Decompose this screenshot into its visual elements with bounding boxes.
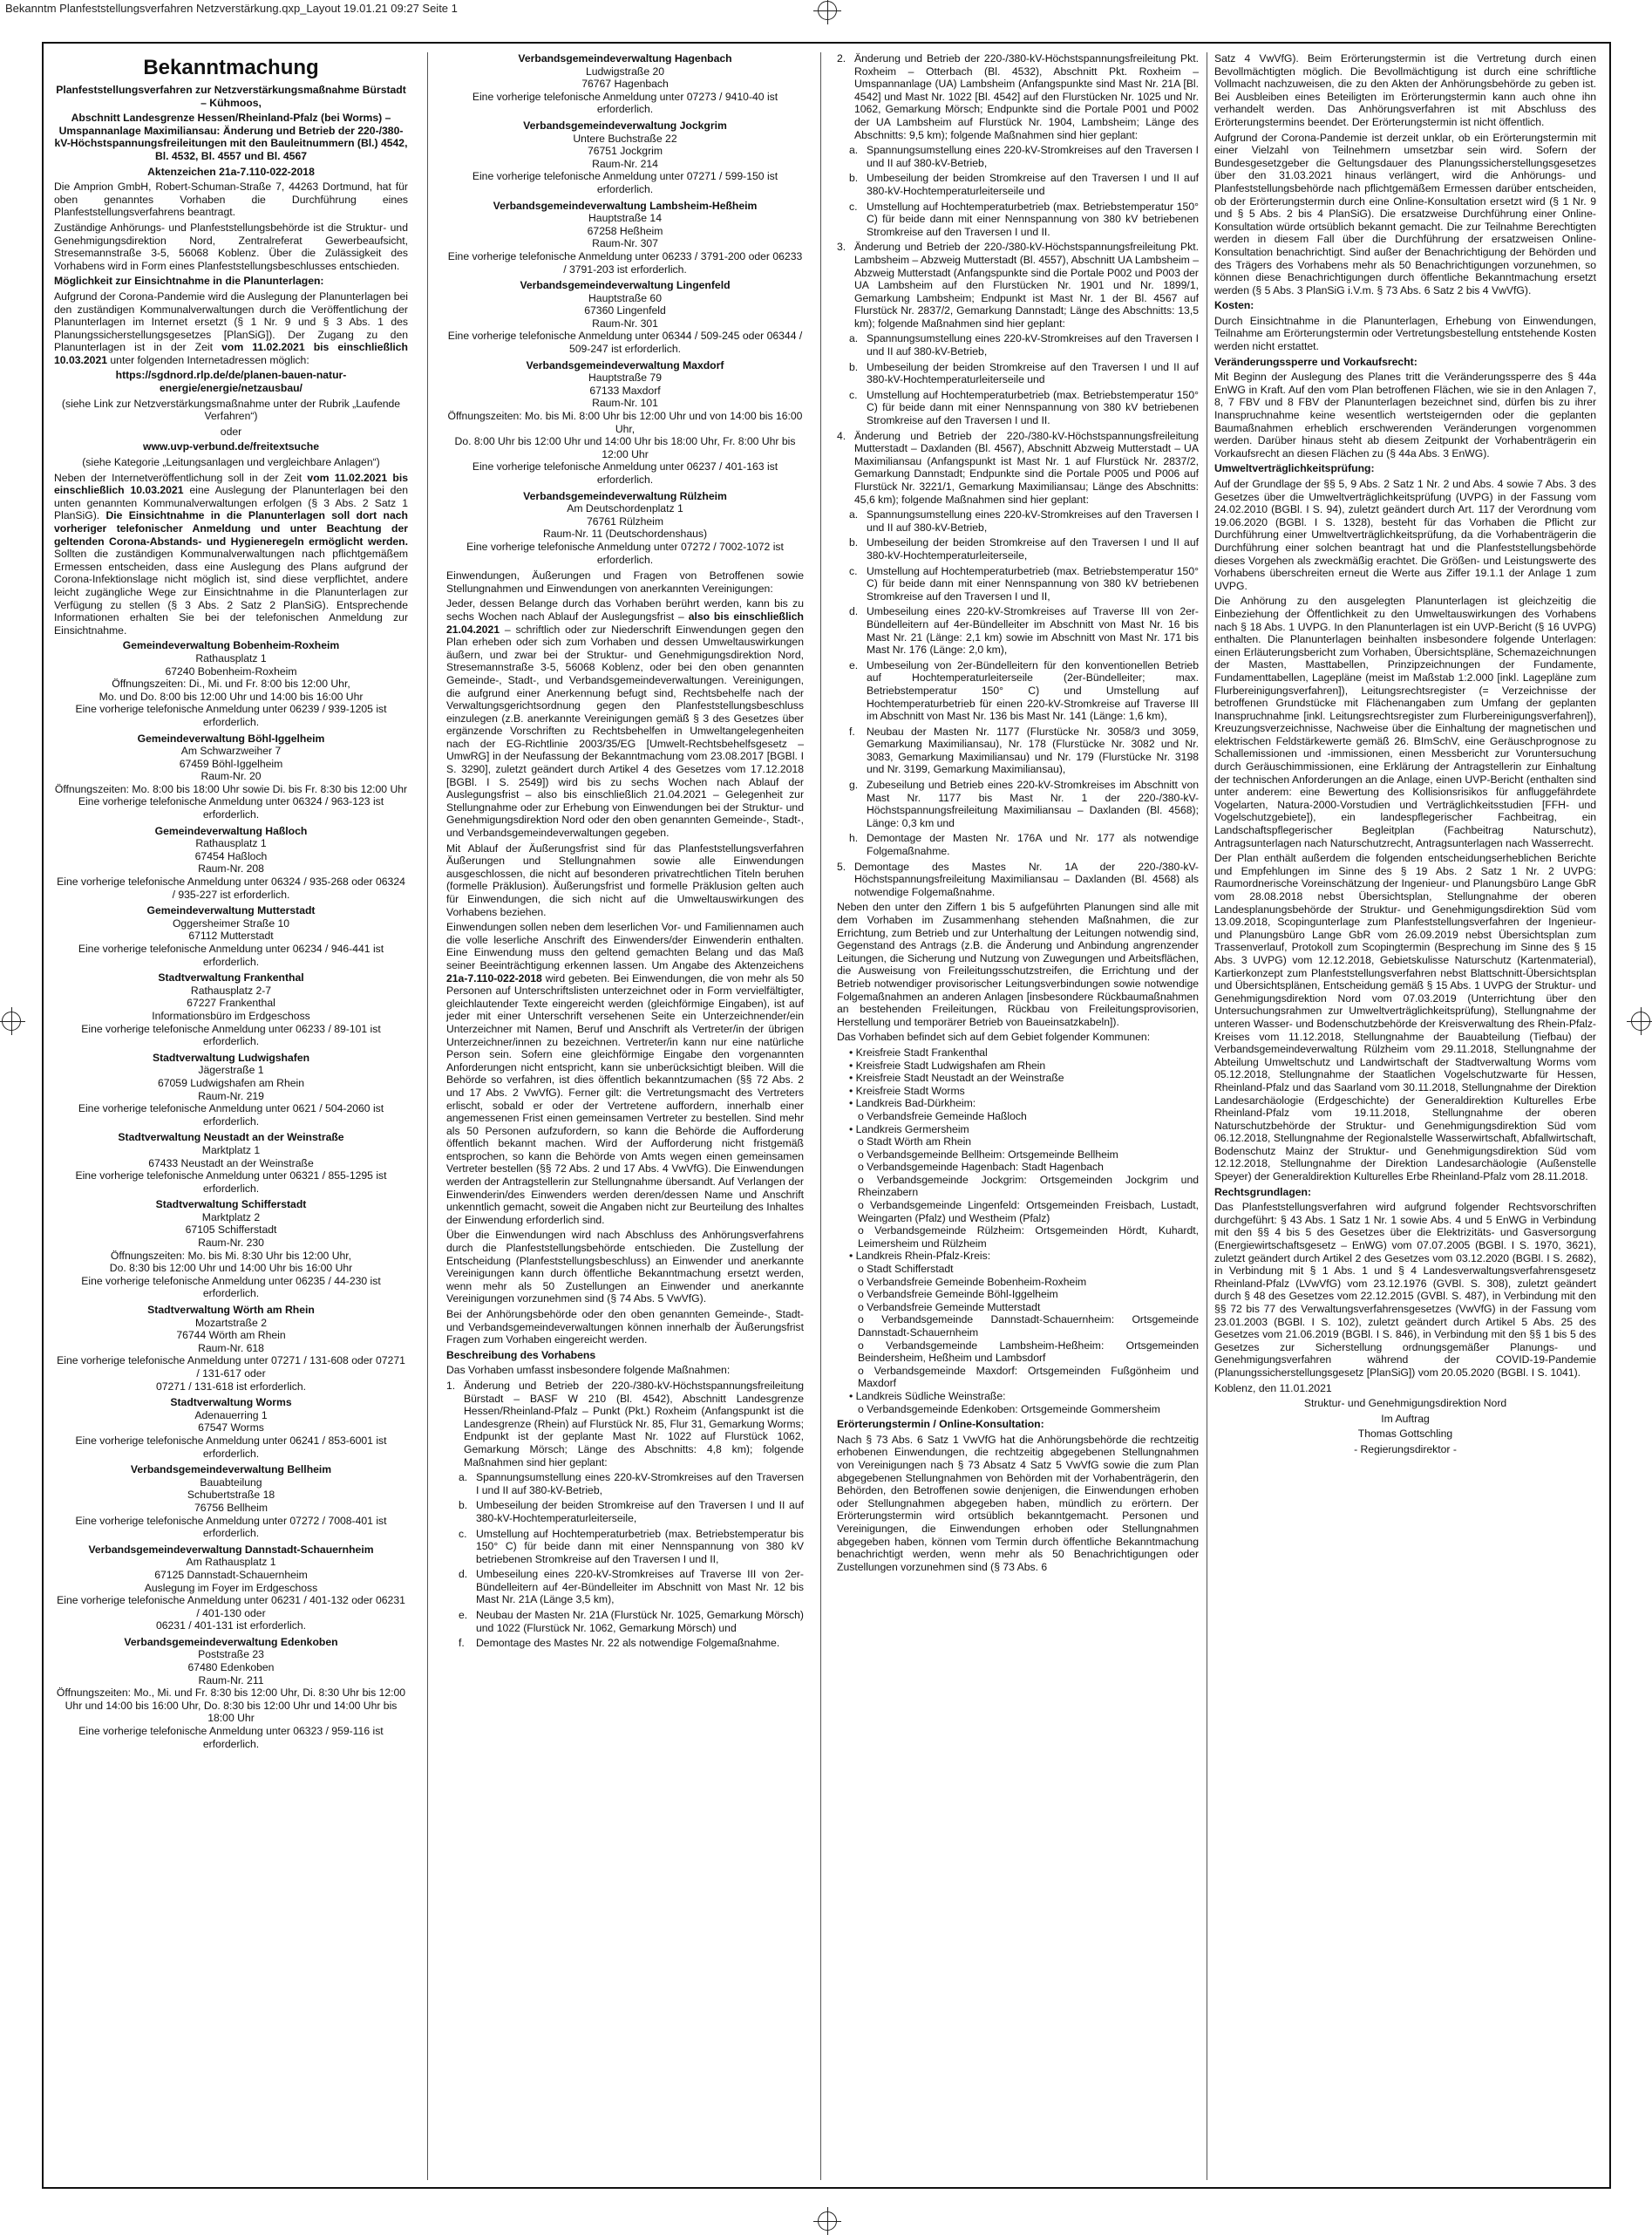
office-detail: Eine vorherige telefonische Anmeldung unter 06324 / 963-123 ist erforderlich. (78, 795, 384, 821)
subitem-text: Umbeseilung der beiden Stromkreise auf den Traversen I und II auf 380-kV-Hochtemperaturleiterseile, (867, 536, 1199, 562)
office-detail: 67240 Bobenheim-Roxheim (165, 664, 297, 678)
aktenzeichen: Aktenzeichen 21a-7.110-022-2018 (147, 165, 315, 178)
office-detail: Do. 8:30 bis 12:00 Uhr und 14:00 Uhr bis 16:00 Uhr (109, 1262, 353, 1275)
subitem-text: Umbeseilung eines 220-kV-Stromkreises auf Traverse III von 2er-Bündelleitern auf 4er-Bündelleiter im Abschnitt von Mast Nr. 16 bis Mast Nr. 21 (Länge: 2,1 km) sowie im Abschnitt von Mast Nr. 171 bis Mast Nr. 176 (Länge: 2,0 km), (867, 605, 1199, 657)
paragraph: Mit Beginn der Auslegung des Planes tritt die Veränderungssperre des § 44a EnWG in Kraft. Auf den vom Plan betroffenen Flächen, wie sie in den Anlagen 7, 8, 7 FBV und 8 FBV der Planunterlagen bezeichnet sind, dürfen bis zu ihrer Inanspruchnahme keine wesentlich wertsteigernden oder die geplanten Baumaßnahmen erheblich erschwerenden Veränderungen vorgenommen werden. Darüber hinaus steht ab diesem Zeitpunkt der Vorhabenträgerin ein Vorkaufsrecht an diesen Flächen zu (§ 44a Abs. 3 EnWG). (1214, 371, 1596, 460)
paragraph: Das Vorhaben umfasst insbesondere folgende Maßnahmen: (446, 1364, 731, 1377)
subitem-text: Umbeseilung der beiden Stromkreise auf den Traversen I und II auf 380-kV-Hochtemperaturleiterseile und (867, 360, 1199, 386)
subitem-letter: c. (849, 200, 858, 213)
municipality-item: o Verbandsgemeinde Dannstadt-Schauernheim: Ortsgemeinde Dannstadt-Schauernheim (858, 1313, 1199, 1339)
office-detail: Eine vorherige telefonische Anmeldung unter 06234 / 946-441 ist erforderlich. (78, 943, 384, 968)
office-block (54, 1131, 408, 1195)
subitem-letter: e. (849, 658, 859, 671)
office-detail: Hauptstraße 79 (588, 371, 662, 385)
office-detail: 67360 Lingenfeld (584, 304, 666, 317)
paragraph: Über die Einwendungen wird nach Abschluss des Anhörungsverfahrens durch die Planfeststellungsbehörde entschieden. Die Zustellung der Entscheidung (Planfeststellungsbeschluss) an Einwender und anerkannte Vereinigungen kann durch öffentliche Bekanntmachung ersetzt werden, wenn mehr als 50 Zustellungen an Einwender und anerkannte Vereinigungen vorzunehmen sind (§ 74 Abs. 5 VwVfG). (446, 1229, 804, 1305)
office-detail: Ludwigstraße 20 (585, 65, 665, 78)
subitem-letter: a. (849, 144, 859, 157)
municipality-item: o Verbandsgemeinde Lingenfeld: Ortsgemeinden Freisbach, Lustadt, Weingarten (Pfalz) und Westheim (Pfalz) (858, 1199, 1199, 1224)
office-name: Gemeindeverwaltung Mutterstadt (146, 904, 316, 917)
office-detail: 76756 Bellheim (194, 1501, 268, 1514)
office-detail: Hauptstraße 60 (588, 291, 662, 304)
subitem-text: Umstellung auf Hochtemperaturbetrieb (max. Betriebstemperatur bis 150° C) für beide dann mit einer Nennspannung von 380 kV betriebenen Stromkreise auf den Traversen I und II, (476, 1527, 804, 1565)
office-name: Gemeindeverwaltung Böhl-Iggelheim (137, 732, 325, 745)
section-heading: Kosten: (1214, 299, 1254, 312)
subitem-text: Neubau der Masten Nr. 21A (Flurstück Nr. 1025, Gemarkung Mörsch) und 1022 (Flurstück Nr. 1062, Gemarkung Mörsch) und (476, 1609, 804, 1634)
office-list (54, 639, 408, 1750)
office-detail: Eine vorherige telefonische Anmeldung unter 07272 / 7002-1072 ist erforderlich. (466, 540, 784, 566)
subitem-text: Zubeseilung und Betrieb eines 220-kV-Stromkreises im Abschnitt von Mast Nr. 1177 bis Mast Nr. 1 der 220-/380-kV-Höchstspannungsfreileitung Maximiliansau – Daxlanden (Bl. 4568); Länge: 0,3 km und (867, 779, 1199, 829)
paragraph: Aufgrund der Corona-Pandemie ist derzeit unklar, ob ein Erörterungstermin mit einer Vielzahl von Teilnehmern umsetzbar sein wird. Sofern der Bundesgesetzgeber die Geltungsdauer des Planungssicherstellungsgesetzes über den 31.03.2021 hinaus verlängert, wird die Anhörungs- und Planfeststellungsbehörde nach pflichtgemäßem Ermessen darüber entscheiden, ob der Erörterungstermin durch eine Online-Konsultation ersetzt wird (§ 1 Nr. 9 und § 5 Abs. 2 bis 4 PlanSiG). Die ersatzweise Durchführung einer Online-Konsultation würde ortsüblich bekannt gemacht. Die zur Teilnahme Berechtigten werden in diesem Fall über die Durchführung der ersatzweisen Online-Konsultation benachrichtigt. Sind außer der Benachrichtigung der Behörden und des Trägers des Vorhabens mehr als 50 Benachrichtigungen vorzunehmen, so können diese Benachrichtigungen durch öffentliche Bekanntmachung ersetzt werden (§ 5 Abs. 3 PlanSiG i.V.m. § 73 Abs. 6 Satz 2 bis 4 VwVfG). (1214, 131, 1596, 296)
office-detail: Rathausplatz 1 (195, 651, 267, 664)
office-name: Verbandsgemeindeverwaltung Dannstadt-Schauernheim (88, 1543, 374, 1556)
office-detail: Mozartstraße 2 (195, 1316, 267, 1329)
office-detail: Rathausplatz 1 (195, 837, 267, 850)
signature-name: Thomas Gottschling (1357, 1428, 1453, 1441)
subitem-text: Umbeseilung der beiden Stromkreise auf den Traversen I und II auf 380-kV-Hochtemperaturleiterseile und (867, 172, 1199, 197)
paragraph: Zuständige Anhörungs- und Planfeststellungsbehörde ist die Struktur- und Genehmigungsdirektion Nord, Zentralreferat Gewerbeaufsicht, Stresemannstraße 3-5, 56068 Koblenz. Über die Zulässigkeit des Vorhabens wird in Form eines Planfeststellungsbeschlusses entschieden. (54, 221, 408, 272)
office-name: Verbandsgemeindeverwaltung Rülzheim (523, 489, 727, 502)
section-heading: Veränderungssperre und Vorkaufsrecht: (1214, 355, 1417, 368)
office-name: Verbandsgemeindeverwaltung Maxdorf (526, 358, 724, 371)
column-divider (820, 52, 821, 2180)
subitem-text: Spannungsumstellung eines 220-kV-Stromkreises auf den Traversen I und II auf 380-kV-Betrieb, (476, 1471, 804, 1496)
office-name: Verbandsgemeindeverwaltung Lingenfeld (520, 279, 731, 292)
paragraph: Aufgrund der Corona-Pandemie wird die Auslegung der Planunterlagen bei den zuständigen Kommunalverwaltungen durch die Veröffentlichung der Planunterlagen im Internet ersetzt (§ 1 Nr. 9 und § 3 Abs. 1 des Planungssicherstellungsgesetzes [PlanSiG]). Der Zugang zu den Planunterlagen ist in der Zeit vom 11.02.2021 bis einschließlich 10.03.2021 unter folgenden Internetadressen möglich: (54, 290, 409, 366)
subitem-letter: a. (459, 1471, 468, 1484)
measure-subitems (837, 508, 1199, 857)
signature-title: - Regierungsdirektor - (1354, 1442, 1457, 1455)
subitem-letter: b. (849, 172, 859, 185)
subitem-letter: c. (849, 388, 858, 401)
office-detail: Oggersheimer Straße 10 (172, 916, 290, 930)
office-detail: Schubertstraße 18 (187, 1489, 275, 1502)
office-detail: Am Deutschordenplatz 1 (567, 502, 683, 515)
subitem-text: Spannungsumstellung eines 220-kV-Stromkreises auf den Traversen I und II auf 380-kV-Betrieb, (867, 332, 1199, 358)
municipality-item: • Kreisfreie Stadt Frankenthal (849, 1046, 988, 1059)
subitem-text: Neubau der Masten Nr. 1177 (Flurstücke Nr. 3058/3 und 3059, Gemarkung Maximiliansau), Nr. 178 (Flurstücke Nr. 3082 und Nr. 3083, Gemarkung Maximiliansau) und Nr. 179 (Flurstücke Nr. 3198 und Nr. 3199, Gemarkung Maximiliansau), (867, 725, 1199, 776)
office-detail: Untere Buchstraße 22 (573, 132, 677, 145)
measure-subitem (849, 605, 1199, 656)
subitem-letter: a. (849, 508, 859, 521)
office-detail: 76767 Hagenbach (581, 78, 669, 91)
registration-mark-icon (818, 1, 837, 20)
column-1 (54, 52, 408, 1754)
office-detail: Raum-Nr. 301 (592, 317, 658, 330)
office-detail: Raum-Nr. 219 (198, 1089, 264, 1102)
office-name: Verbandsgemeindeverwaltung Jockgrim (523, 119, 727, 132)
subitem-text: Spannungsumstellung eines 220-kV-Stromkreises auf den Traversen I und II auf 380-kV-Betrieb, (867, 508, 1199, 534)
paragraph: Mit Ablauf der Äußerungsfrist sind für das Planfeststellungsverfahren Äußerungen und Stellungnahmen sowie alle Einwendungen ausgeschlossen, die nicht auf besonderen privatrechtlichen Titeln beruhen (formelle Präklusion). Äußerungsfrist und formelle Präklusion gelten auch für Einwendungen, die sich nicht auf die Umweltauswirkungen des Vorhabens beziehen. (446, 842, 804, 918)
office-block (446, 490, 804, 567)
municipality-item: • Kreisfreie Stadt Worms (849, 1084, 965, 1097)
office-detail: Adenauerring 1 (194, 1408, 268, 1421)
office-detail: Eine vorherige telefonische Anmeldung unter 06321 / 855-1295 ist erforderlich. (75, 1169, 387, 1195)
subitem-letter: c. (459, 1527, 467, 1540)
office-detail: Rathausplatz 2-7 (190, 984, 272, 997)
subitem-letter: a. (849, 332, 859, 345)
office-detail: Mo. und Do. 8:00 bis 12:00 Uhr und 14:00 bis 16:00 Uhr (99, 690, 364, 703)
office-detail: Raum-Nr. 211 (198, 1673, 264, 1686)
office-detail: Eine vorherige telefonische Anmeldung unter 06233 / 3791-200 oder 06233 / 3791-203 ist erforderlich. (447, 249, 803, 276)
registration-mark-icon (2, 1012, 21, 1031)
subitem-letter: e. (459, 1609, 468, 1622)
office-detail: 67112 Mutterstadt (188, 930, 274, 943)
measure-subitems (837, 332, 1199, 426)
or-text: oder (220, 425, 242, 438)
office-detail: 67433 Neustadt an der Weinstraße (148, 1156, 314, 1169)
office-block (54, 1543, 408, 1632)
municipality-item: o Stadt Schifferstadt (858, 1263, 954, 1276)
office-detail: 67480 Edenkoben (187, 1661, 275, 1674)
office-detail: Raum-Nr. 618 (198, 1341, 264, 1354)
subitem-text: Umbeseilung der beiden Stromkreise auf den Traversen I und II auf 380-kV-Hochtemperaturleiterseile, (476, 1499, 804, 1524)
office-name: Gemeindeverwaltung Bobenheim-Roxheim (122, 639, 340, 652)
office-detail: 07271 / 131-618 ist erforderlich. (155, 1380, 307, 1393)
municipality-item: o Verbandsfreie Gemeinde Böhl-Iggelheim (858, 1288, 1058, 1301)
measure-subitem (849, 536, 1199, 562)
office-detail: Raum-Nr. 230 (198, 1237, 264, 1250)
layout-slug: Bekanntm Planfeststellungsverfahren Netzverstärkung.qxp_Layout 19.01.21 09:27 Seite 1 (5, 2, 458, 15)
office-detail: Eine vorherige telefonische Anmeldung unter 07271 / 131-608 oder 07271 / 131-617 oder (57, 1354, 405, 1380)
measure-item: 3. Änderung und Betrieb der 220-/380-kV-Höchstspannungsfreileitung Pkt. Lambsheim – Abzweig Mutterstadt (Bl. 4557), Abschnitt UA Lambsheim – Abzweig Mutterstadt (Anfangspunkte sind die Portale P002 und P003 der UA Lambsheim auf den Flurstücken Nr. 1901 und Nr. 1899/1, Gemarkung Lambsheim; Endpunkt ist Mast Nr. 1 der Bl. 4567 auf Flurstück Nr. 2837/2, Gemarkung Dannstadt; Länge des Abschnitts: 13,5 km); folgende Maßnahmen sind hier geplant: (837, 241, 1199, 330)
subitem-letter: h. (849, 832, 859, 845)
office-detail: Raum-Nr. 307 (592, 237, 658, 250)
registration-mark-icon (818, 2211, 837, 2231)
office-detail: Raum-Nr. 20 (201, 770, 262, 783)
subitem-text: Demontage des Mastes Nr. 22 als notwendige Folgemaßnahme. (476, 1637, 780, 1650)
office-detail: Raum-Nr. 11 (Deutschordenshaus) (542, 528, 708, 541)
municipality-item: • Landkreis Bad-Dürkheim: (849, 1097, 976, 1110)
paragraph: Einwendungen sollen neben dem leserlichen Vor- und Familiennamen auch die volle leserliche Anschrift des Einwenders/der Einwenderin enthalten. Eine Einwendung muss den geltend gemachten Belang und das Maß seiner Beeinträchtigung erkennen lassen. Um Angabe des Aktenzeichens 21a-7.110-022-2018 wird gebeten. Bei Einwendungen, die von mehr als 50 Personen auf Unterschriftslisten unterzeichnet oder in Form vervielfältigter, gleichlautender Texte eingereicht werden (gleichförmige Eingaben), ist auf jeder mit einer Unterschrift versehenen Seite ein Unterzeichnender/ein Unterzeichner mit Namen, Beruf und Anschrift als Vertreter/in der übrigen Unterzeichner/innen zu bezeichnen. Vertreter/in kann nur eine natürliche Person sein. Sofern eine gleichförmige Eingabe den vorgenannten Anforderungen nicht entspricht, kann sie unberücksichtigt bleiben. Will die Behörde so verfahren, ist dies öffentlich bekanntzumachen (§§ 72 Abs. 2 und 17 Abs. 2 VwVfG). Ferner gilt: die Vertretungsmacht des Vertreters erlischt, sobald er oder der Vertretene auffordern, innerhalb einer angemessenen Frist einen gemeinsamen Vertreter zu bestellen. Sind mehr als 50 Personen aufzufordern, so kann die Behörde die Aufforderung öffentlich bekannt machen. Wird der Aufforderung nicht fristgemäß entsprochen, so kann die Behörde von Amts wegen einen gemeinsamen Vertreter bestellen (§§ 72 Abs. 2 und 17 Abs. 4 VwVfG). Die Einwendungen werden der Antragstellerin zur Stellungnahme übersandt. Auf Verlangen der Einwenderin/des Einwenders werden deren/dessen Name und Anschrift unkenntlich gemacht, soweit die Angaben nicht zur Beurteilung des Inhaltes der Einwendung erforderlich sind. (446, 921, 804, 1226)
section-heading: Beschreibung des Vorhabens (446, 1348, 596, 1361)
measure-subitem (849, 389, 1199, 427)
office-detail: Öffnungszeiten: Mo. 8:00 bis 18:00 Uhr sowie Di. bis Fr. 8:30 bis 12:00 Uhr (54, 782, 408, 795)
municipality-item: o Verbandsgemeinde Jockgrim: Ortsgemeinden Jockgrim und Rheinzabern (858, 1173, 1199, 1199)
office-detail: Raum-Nr. 214 (592, 157, 658, 170)
office-detail: Eine vorherige telefonische Anmeldung unter 07273 / 9410-40 ist erforderlich. (472, 90, 778, 116)
measure-subitem (849, 726, 1199, 776)
office-block (54, 1396, 408, 1460)
office-detail: 76761 Rülzheim (586, 514, 664, 528)
municipality-list (849, 1046, 1199, 1415)
signature-authority: Struktur- und Genehmigungsdirektion Nord (1303, 1397, 1507, 1410)
measure-subitem (459, 1637, 804, 1650)
municipality-item: • Kreisfreie Stadt Ludwigshafen am Rhein (849, 1059, 1046, 1072)
office-block (54, 1198, 408, 1300)
office-detail: Eine vorherige telefonische Anmeldung unter 06323 / 959-116 ist erforderlich. (78, 1725, 384, 1750)
office-block (54, 1636, 408, 1750)
office-block (54, 1463, 408, 1540)
office-detail: Marktplatz 1 (201, 1143, 261, 1156)
municipality-item: o Verbandsgemeinde Rülzheim: Ortsgemeinden Hördt, Kuhardt, Leimersheim und Rülzheim (858, 1224, 1199, 1250)
measure-subitem (459, 1609, 804, 1634)
office-block (446, 279, 804, 356)
measure-subitems (837, 144, 1199, 238)
office-detail: 67459 Böhl-Iggelheim (179, 757, 283, 770)
office-name: Stadtverwaltung Schifferstadt (155, 1198, 307, 1211)
measure-item: 4. Änderung und Betrieb der 220-/380-kV-Höchstspannungsfreileitung Mutterstadt – Daxlanden (Bl. 4567), Abschnitt Abzweig Mutterstadt – UA Maximiliansau (Anfangspunkt ist Mast Nr. 1 auf Flurstück Nr. 2837/2, Gemarkung Dannstadt; Endpunkte sind die Portale P005 und P006 auf Flurstück Nr. 3221/1, Gemarkung Maximiliansau; Länge des Abschnitts: 45,6 km); folgende Maßnahmen sind hier geplant: (837, 429, 1199, 506)
notice-subtitle-2: Abschnitt Landesgrenze Hessen/Rheinland-Pfalz (bei Worms) – Umspannanlage Maximiliansau: Änderung und Betrieb der 220-/380-kV-Höchstspannungsfreileitungen mit den Bauleitnummern (Bl.) 4542, Bl. 4532, Bl. 4557 und Bl. 4567 (54, 112, 408, 162)
office-detail: 67125 Dannstadt-Schauernheim (154, 1568, 308, 1581)
paragraph: Einwendungen, Äußerungen und Fragen von Betroffenen sowie Stellungnahmen und Einwendungen von anerkannten Vereinigungen: (446, 569, 804, 595)
column-2 (446, 52, 804, 1652)
measure-subitem (849, 565, 1199, 603)
office-detail: Jägerstraße 1 (198, 1064, 264, 1077)
measure-subitem (849, 361, 1199, 386)
municipality-item: o Verbandsgemeinde Lambsheim-Heßheim: Ortsgemeinden Beindersheim, Heßheim und Lambsdorf (858, 1339, 1199, 1365)
office-detail: 76744 Wörth am Rhein (176, 1329, 286, 1342)
measure-item: 2. Änderung und Betrieb der 220-/380-kV-Höchstspannungsfreileitung Pkt. Roxheim – Otterbach (Bl. 4532), Abschnitt Pkt. Roxheim – Umspannanlage (UA) Lambsheim (Anfangspunkte sind Mast Nr. 21A [Bl. 4542] und Mast Nr. 1022 [Bl. 4542] auf den Flurstücken Nr. 1025 und Nr. 1062, Gemarkung Mörsch; Endpunkte sind die Portale P001 und P002 der UA Lambsheim auf Flurstück Nr. 1904, Lambsheim; Länge des Abschnitts: 9,5 km); folgende Maßnahmen sind hier geplant: (837, 52, 1199, 141)
office-block (446, 119, 804, 196)
office-name: Verbandsgemeindeverwaltung Edenkoben (124, 1635, 338, 1648)
paragraph: Auf der Grundlage der §§ 5, 9 Abs. 2 Satz 1 Nr. 2 und Abs. 4 sowie 7 Abs. 3 des Gesetzes über die Umweltverträglichkeitsprüfung (UVPG) in der Fassung vom 24.02.2010 (BGBl. I S. 94), zuletzt geändert durch Art. 117 der Verordnung vom 19.06.2020 (BGBl. I S. 1328), besteht für das Vorhaben die Pflicht zur Durchführung einer Umweltverträglichkeitsprüfung, da die Vorhabenträgerin die Durchführung einer solchen beantragt hat und die Planfeststellungsbehörde dieses Vorgehen als zweckmäßig erachtet. Die Größen- und Leistungswerte des Vorhabens überschreiten erneut die Werte aus Ziffer 19.1.1 der Anlage 1 zum UVPG. (1214, 478, 1596, 592)
measure-subitem (849, 201, 1199, 239)
subitem-text: Umbeseilung von 2er-Bündelleitern für den konventionellen Betrieb auf Hochtemperaturleiterseile (2er-Bündelleiter; max. Betriebstemperatur 150° C) und Umstellung auf Hochtemperaturbetrieb für einen 220-kV-Stromkreise auf Traverse III im Abschnitt von Mast Nr. 136 bis Mast Nr. 141 (Länge: 1,6 km), (867, 658, 1199, 723)
municipality-item: • Landkreis Rhein-Pfalz-Kreis: (849, 1250, 991, 1263)
office-block (54, 904, 408, 968)
office-detail: 67227 Frankenthal (187, 997, 275, 1010)
municipality-item: • Landkreis Germersheim (849, 1122, 969, 1135)
column-3 (837, 52, 1199, 1576)
office-detail: Öffnungszeiten: Mo., Mi. und Fr. 8:30 bis 12:00 Uhr, Di. 8:30 Uhr bis 12:00 Uhr und 14:00 bis 16:00 Uhr, Do. 8:30 bis 12:00 Uhr und 14:00 Uhr bis 18:00 Uhr (56, 1686, 406, 1725)
paragraph: Neben den unter den Ziffern 1 bis 5 aufgeführten Planungen sind alle mit dem Vorhaben im Zusammenhang stehenden Maßnahmen, die zur Errichtung, zum Betrieb und zur Unterhaltung der Leitungen notwendig sind, Gegenstand des Antrags (z.B. die Änderung und Anbindung angrenzender Leitungen, die Sicherung und Nutzung von Zuwegungen und Arbeitsflächen, die Ausweisung von Freileitungsschutzstreifen, die Errichtung und der Betrieb notwendiger provisorischer Leitungsverbindungen sowie notwendige Folgemaßnahmen an anderen Anlagen [insbesondere Rückbaumaßnahmen an bestehenden Freileitungen, Rückbau von Freileitungsprovisorien, Herstellung und temporärer Betrieb von Baueinsatzkabeln]). (837, 901, 1199, 1028)
office-name: Verbandsgemeindeverwaltung Lambsheim-Heßheim (493, 199, 758, 212)
office-detail: Eine vorherige telefonische Anmeldung unter 06231 / 401-132 oder 06231 / 401-130 oder (57, 1594, 405, 1619)
section-heading: Möglichkeit zur Einsichtnahme in die Planunterlagen: (54, 275, 324, 288)
office-detail: Marktplatz 2 (201, 1210, 261, 1223)
office-name: Stadtverwaltung Wörth am Rhein (147, 1304, 315, 1317)
municipality-item: o Verbandsfreie Gemeinde Mutterstadt (858, 1300, 1041, 1313)
subitem-text: Umstellung auf Hochtemperaturbetrieb (max. Betriebstemperatur 150° C) für beide dann mit einer Nennspannung von 380 kV betriebenen Stromkreise auf den Traversen I und II. (867, 388, 1199, 427)
office-detail: 76751 Jockgrim (587, 145, 663, 158)
measure-subitem (849, 144, 1199, 169)
office-detail: Raum-Nr. 101 (592, 397, 658, 410)
office-block (54, 1052, 408, 1128)
measure-subitem (849, 508, 1199, 534)
office-detail: Eine vorherige telefonische Anmeldung unter 06237 / 401-163 ist erforderlich. (472, 460, 778, 486)
paragraph: Das Planfeststellungsverfahren wird aufgrund folgender Rechtsvorschriften durchgeführt: § 43 Abs. 1 Satz 1 Nr. 1 sowie Abs. 4 und 5 EnWG in Verbindung mit den §§ 4 bis 5 des Gesetzes über die Elektrizitäts- und Gasversorgung (Energiewirtschaftsgesetz – EnWG) vom 07.07.2005 (BGBl. I S. 1970, 3621), zuletzt geändert durch Artikel 2 des Gesetzes vom 03.12.2020 (BGBl. I S. 2682), in Verbindung mit § 1 Abs. 1 und § 4 Landesverwaltungsverfahrensgesetz Rheinland-Pfalz (LVwVfG) vom 23.12.1976 (GVBl. S. 308), zuletzt geändert durch § 48 des Gesetzes vom 22.12.2015 (GVBl. S. 487), in Verbindung mit den §§ 72 bis 77 des Verwaltungsverfahrensgesetzes (VwVfG) in der Fassung vom 23.01.2003 (BGBl. I S. 102), zuletzt geändert durch Artikel 5 Abs. 25 des Gesetzes vom 21.06.2019 (BGBl. I S. 846), in Verbindung mit den §§ 1 bis 5 des Gesetzes zur Sicherstellung ordnungsgemäßer Planungs- und Genehmigungsverfahren während der COVID-19-Pandemie (Planungssicherstellungsgesetz [PlanSiG]) vom 20.05.2020 (BGBl. I S. 1041). (1214, 1201, 1596, 1379)
measure-subitem (849, 779, 1199, 829)
office-detail: 67258 Heßheim (587, 224, 663, 237)
office-detail: 06231 / 401-131 ist erforderlich. (155, 1619, 307, 1632)
office-detail: Bauabteilung (200, 1475, 262, 1489)
measure-subitem (849, 172, 1199, 197)
office-name: Stadtverwaltung Frankenthal (158, 971, 304, 985)
municipality-item: o Stadt Wörth am Rhein (858, 1135, 972, 1148)
measure-subitem (459, 1471, 804, 1496)
office-block (54, 825, 408, 902)
municipality-item: o Verbandsgemeinde Edenkoben: Ortsgemeinde Gommersheim (858, 1402, 1160, 1415)
office-detail: Eine vorherige telefonische Anmeldung unter 06239 / 939-1205 ist erforderlich. (75, 703, 387, 728)
office-detail: Eine vorherige telefonische Anmeldung unter 06344 / 509-245 oder 06344 / 509-247 ist erforderlich. (447, 330, 803, 356)
subitem-letter: d. (849, 605, 859, 618)
subitem-text: Spannungsumstellung eines 220-kV-Stromkreises auf den Traversen I und II auf 380-kV-Betrieb, (867, 144, 1199, 169)
section-heading: Erörterungstermin / Online-Konsultation: (837, 1418, 1044, 1431)
subitem-text: Umstellung auf Hochtemperaturbetrieb (max. Betriebstemperatur 150° C) für beide dann mit einer Nennspannung von 380 kV betriebenen Stromkreise auf den Traversen I und II, (867, 564, 1199, 603)
subitem-letter: f. (849, 725, 855, 738)
office-list (446, 52, 804, 566)
municipality-item: o Verbandsgemeinde Hagenbach: Stadt Hagenbach (858, 1161, 1104, 1174)
measure-item: 5. Demontage des Mastes Nr. 1A der 220-/380-kV-Höchstspannungsfreileitung Maximiliansau – Daxlanden (Bl. 4568) als notwendige Folgemaßnahme. (837, 860, 1199, 898)
section-heading: Rechtsgrundlagen: (1214, 1185, 1312, 1198)
office-detail: 67454 Haßloch (194, 849, 268, 862)
notice-title: Bekanntmachung (143, 56, 319, 79)
registration-mark-icon (1631, 1012, 1650, 1031)
office-detail: Eine vorherige telefonische Anmeldung unter 06324 / 935-268 oder 06324 / 935-227 ist erforderlich. (57, 876, 405, 901)
municipality-item: o Verbandsfreie Gemeinde Haßloch (858, 1109, 1027, 1122)
column-4 (1214, 52, 1596, 1459)
column-divider (427, 52, 428, 2180)
office-detail: 67059 Ludwigshafen am Rhein (157, 1076, 305, 1089)
office-block (446, 359, 804, 487)
office-detail: Poststraße 23 (198, 1648, 264, 1661)
office-detail: Am Schwarzweiher 7 (180, 745, 282, 758)
paragraph: Die Amprion GmbH, Robert-Schuman-Straße 7, 44263 Dortmund, hat für oben genanntes Vorhaben die Durchführung eines Planfeststellungsverfahrens beantragt. (54, 181, 408, 219)
subitem-letter: f. (459, 1637, 465, 1650)
url-note: (siehe Link zur Netzverstärkungsmaßnahme unter der Rubrik „Laufende Verfahren“) (61, 397, 401, 423)
measure-item: 1. Änderung und Betrieb der 220-/380-kV-Höchstspannungsfreileitung Bürstadt – BASF W 210 (Bl. 4542), Abschnitt Landesgrenze Hessen/Rheinland-Pfalz – Punkt (Pkt.) Roxheim (Anfangspunkt ist die Landesgrenze (Rhein) auf Flurstück Nr. 85, Flur 31, Gemarkung Worms; Endpunkt ist der geplante Mast Nr. 1022 auf Flurstück 1062, Gemarkung Mörsch; Länge des Abschnitts: 4,8 km); folgende Maßnahmen sind hier geplant: (446, 1379, 804, 1468)
subitem-letter: d. (459, 1568, 468, 1581)
office-detail: Öffnungszeiten: Mo. bis Mi. 8:00 Uhr bis 12:00 Uhr und von 14:00 bis 16:00 Uhr, (447, 410, 803, 435)
subitem-text: Umstellung auf Hochtemperaturbetrieb (max. Betriebstemperatur 150° C) für beide dann mit einer Nennspannung von 380 kV betriebenen Stromkreise auf den Traversen I und II. (867, 200, 1199, 238)
office-detail: Eine vorherige telefonische Anmeldung unter 06233 / 89-101 ist erforderlich. (81, 1022, 381, 1048)
office-block (446, 200, 804, 276)
office-detail: Do. 8:00 Uhr bis 12:00 Uhr und 14:00 Uhr bis 18:00 Uhr, Fr. 8:00 Uhr bis 12:00 Uhr (454, 435, 796, 460)
paragraph: Der Plan enthält außerdem die folgenden entscheidungserheblichen Berichte und Empfehlungen im Sinne des § 19 Abs. 2 Satz 1 Nr. 2 UVPG: Raumordnerische Voreinschätzung der Ingenieur- und Planungsbüro Lange GbR vom 28.08.2018 nebst Übersichtsplan, Stellungnahme der oberen Landesplanungsbehörde der Struktur- und Genehmigungsdirektion Süd vom 13.09.2018, Scopingunterlage zum Planfeststellungsverfahren der Ingenieur- und Planungsbüro Lange GbR vom 26.09.2019 nebst Übersichtsplan zum Trassenverlauf, Protokoll zum Scopingtermin (Besprechung im Sinne des § 15 Abs. 3 UVPG) vom 12.12.2018, Gebietskulisse Naturschutz (Kartenmaterial), Kartierkonzept zum Planfeststellungsverfahren nebst Blattschnitt-Übersichtsplan und Übersichtsplänen, Entscheidung gemäß § 15 Abs. 1 UVPG der Struktur- und Genehmigungsdirektion Nord vom 07.03.2019 (Unterrichtung über den Untersuchungsrahmen zur Umweltverträglichkeitsprüfung), Stellungnahme der unteren Wasser- und Bodenschutzbehörde der Kreisverwaltung des Rhein-Pfalz-Kreises vom 11.12.2018, Stellungnahme der Bauabteilung (Tiefbau) der Verbandsgemeindeverwaltung Rülzheim vom 29.11.2018, Stellungnahme der Abteilung Umweltschutz und Landwirtschaft der Stadtverwaltung Worms vom 05.12.2018, Stellungnahme der Staatlichen Vogelschutzwarte für Hessen, Rheinland-Pfalz und das Saarland vom 30.11.2018, Stellungnahme der Direktion Landesarchäologie (Erdgeschichte) der Generaldirektion Kulturelles Erbe Rheinland-Pfalz vom 19.11.2018, Stellungnahme der oberen Naturschutzbehörde der Struktur- und Genehmigungsdirektion Süd vom 06.12.2018, Stellungnahme der Regionalstelle Wasserwirtschaft, Abfallwirtschaft, Bodenschutz Mainz der Struktur- und Genehmigungsdirektion Süd vom 12.12.2018, Stellungnahme der Direktion Landesarchäologie (Außenstelle Speyer) der Generaldirektion Kulturelles Erbe Rheinland-Pfalz vom 28.11.2018. (1214, 852, 1596, 1183)
paragraph: Durch Einsichtnahme in die Planunterlagen, Erhebung von Einwendungen, Teilnahme am Erörterungstermin oder Vertretungsbestellung entstehende Kosten werden nicht erstattet. (1214, 314, 1596, 353)
office-block (54, 1304, 408, 1393)
measure-subitem (459, 1499, 804, 1524)
office-block (54, 971, 408, 1048)
office-detail: Eine vorherige telefonische Anmeldung unter 06241 / 853-6001 ist erforderlich. (75, 1434, 387, 1460)
office-name: Gemeindeverwaltung Haßloch (154, 824, 308, 837)
office-block (54, 733, 408, 821)
paragraph: Die Anhörung zu den ausgelegten Planunterlagen ist gleichzeitig die Einbeziehung der Öffentlichkeit zu den Umweltauswirkungen des Vorhabens nach § 18 Abs. 1 UVPG. In den Planunterlagen ist ein UVP-Bericht (§ 16 UVPG) enthalten. Die Planunterlagen beinhalten insbesondere folgende Unterlagen: einen Erläuterungsbericht zum Vorhaben, Übersichtspläne, Schemazeichnungen der Masten, Masttabellen, Prinzipzeichnungen der Fundamente, Fundamenttabellen, Lagepläne (meist im Maßstab 1:2.000 [inkl. Lagepläne zum Flurbereinigungsverfahren]), Leitungsrechtsregister (= Verzeichnisse der betroffenen Grundstücke mit Flächenangaben zum Umfang der geplanten Inanspruchnahme [inkl. Leitungsrechtsregister zum Flurbereinigungsverfahren]), Kreuzungsverzeichnisse, Nachweise über die Einhaltung der magnetischen und elektrischen Feldstärkewerte gemäß 26. BImSchV, eine Geräuschprognose zu Schallemissionen und -immissionen, einen Messbericht zur Voruntersuchung durch Geräuschimmissionen, eine Erklärung der Antragstellerin zur Einhaltung der technischen Anforderungen an die Anlage, einen UVP-Bericht (enthalten sind unter anderem: eine Bewertung des Kollisionsrisikos für anfluggefährdete Vogelarten, Natura-2000-Vorstudien und Verträglichkeitsstudien [FFH- und Vogelschutzgebiete]), ein landespflegerischer Fachbeitrag, ein Landschaftspflegerischer Begleitplan (Fachbeitrag Naturschutz), Antragsunterlagen nach Naturschutzrecht, Antragsunterlagen nach Wasserrecht. (1214, 595, 1596, 849)
measure-subitem (459, 1568, 804, 1606)
municipality-item: o Verbandsgemeinde Maxdorf: Ortsgemeinden Fußgönheim und Maxdorf (858, 1364, 1199, 1390)
subitem-letter: g. (849, 779, 859, 792)
office-block (54, 639, 408, 728)
office-detail: Eine vorherige telefonische Anmeldung unter 06235 / 44-230 ist erforderlich. (81, 1274, 381, 1300)
office-name: Verbandsgemeindeverwaltung Bellheim (130, 1463, 332, 1476)
measure-subitems (446, 1471, 804, 1650)
office-detail: Eine vorherige telefonische Anmeldung unter 07272 / 7008-401 ist erforderlich. (75, 1514, 387, 1540)
url-link[interactable]: www.uvp-verbund.de/freitextsuche (142, 440, 320, 453)
subitem-letter: b. (849, 360, 859, 373)
notice-subtitle: Planfeststellungsverfahren zur Netzverstärkungsmaßnahme Bürstadt – Kühmoos, (56, 84, 406, 109)
office-detail: 67105 Schifferstadt (185, 1223, 277, 1237)
measure-subitem (459, 1528, 804, 1566)
office-name: Stadtverwaltung Ludwigshafen (152, 1051, 310, 1064)
measure-subitem (849, 659, 1199, 723)
subitem-letter: c. (849, 564, 858, 577)
url-note: (siehe Kategorie „Leitungsanlagen und vergleichbare Anlagen“) (82, 456, 380, 469)
url-link[interactable]: https://sgdnord.rlp.de/de/planen-bauen-natur-energie/energie/netzausbau/ (115, 369, 347, 395)
office-name: Stadtverwaltung Worms (170, 1396, 292, 1409)
paragraph: Nach § 73 Abs. 6 Satz 1 VwVfG hat die Anhörungsbehörde die rechtzeitig erhobenen Einwendungen, die rechtzeitig abgegebenen Stellungnahmen von Vereinigungen nach § 73 Absatz 4 Satz 5 VwVfG sowie die zum Plan abgegebenen Stellungnahmen von Behörden mit der Vorhabenträgerin, den Behörden, den Betroffenen sowie denjenigen, die Einwendungen erhoben oder Stellungnahmen abgegeben haben, mündlich zu erörtern. Der Erörterungstermin wird ortsüblich bekanntgemacht. Personen und Vereinigungen, die Einwendungen erhoben oder Stellungnahmen abgegeben haben, können vom Termin durch öffentliche Bekanntmachung benachrichtigt werden, wenn mehr als 50 Benachrichtigungen oder Zustellungen vorzunehmen sind (§ 73 Abs. 6 (837, 1433, 1199, 1573)
signature-on-behalf: Im Auftrag (1381, 1412, 1430, 1425)
office-detail: Öffnungszeiten: Mo. bis Mi. 8:30 Uhr bis 12:00 Uhr, (110, 1249, 352, 1262)
office-detail: 67133 Maxdorf (589, 384, 661, 397)
office-name: Stadtverwaltung Neustadt an der Weinstraße (118, 1131, 344, 1144)
office-detail: Hauptstraße 14 (588, 212, 662, 225)
office-detail: Eine vorherige telefonische Anmeldung unter 07271 / 599-150 ist erforderlich. (472, 170, 778, 195)
paragraph: Neben der Internetveröffentlichung soll in der Zeit vom 11.02.2021 bis einschließlich 10.03.2021 eine Auslegung der Planunterlagen bei den unten genannten Kommunalverwaltungen erfolgen (§ 3 Abs. 2 Satz 1 PlanSiG). Die Einsichtnahme in die Planunterlagen soll dort nach vorheriger telefonischer Anmeldung und unter Beachtung der geltenden Corona-Abstands- und Hygieneregeln ermöglicht werden. Sollten die zuständigen Kommunalverwaltungen nach pflichtgemäßem Ermessen entscheiden, dass eine Auslegung des Plans aufgrund der Corona-Infektionslage nicht möglich ist, sind diese verpflichtet, andere leicht zugängliche Wege zur Einsichtnahme in die Planunterlagen zur Verfügung zu stellen (§ 3 Abs. 2 Satz 2 PlanSiG). Entsprechende Informationen erhalten Sie bei der telefonischen Anmeldung zur Einsichtnahme. (54, 471, 409, 637)
office-detail: 67547 Worms (198, 1421, 264, 1434)
paragraph: Bei der Anhörungsbehörde oder den oben genannten Gemeinde-, Stadt- und Verbandsgemeindeverwaltungen können innerhalb der Äußerungsfrist Fragen zum Vorhaben eingereicht werden. (446, 1308, 804, 1346)
municipality-item: • Landkreis Südliche Weinstraße: (849, 1389, 1006, 1402)
section-heading: Umweltverträglichkeitsprüfung: (1214, 462, 1375, 475)
paragraph: Jeder, dessen Belange durch das Vorhaben berührt werden, kann bis zu sechs Wochen nach Ablauf der Auslegungsfrist – also bis einschließlich 21.04.2021 – schriftlich oder zur Niederschrift Einwendungen gegen den Plan erheben oder sich zum Vorhaben und dessen Umweltauswirkungen äußern, und zwar bei der Struktur- und Genehmigungsdirektion Nord, Stresemannstraße 3-5, 56068 Koblenz, oder bei den oben genannten Gemeinde-, Stadt-, und Verbandsgemeindeverwaltungen. Vereinigungen, die aufgrund einer Anerkennung befugt sind, Rechtsbehelfe nach der Verwaltungsgerichtsordnung gegen den Planfeststellungsbeschluss einzulegen (z.B. anerkannte Vereinigungen gemäß § 3 des Gesetzes über ergänzende Vorschriften zu Rechtsbehelfen in Umweltangelegenheiten nach der EG-Richtlinie 2003/35/EG [Umwelt-Rechtsbehelfsgesetz – UmwRG] in der Neufassung der Bekanntmachung vom 23.08.2017 [BGBl. I S. 3290], zuletzt geändert durch Artikel 4 des Gesetzes vom 17.12.2018 [BGBl. I S. 2549]) wird bis zu sechs Wochen nach Ablauf der Auslegungsfrist – also bis einschließlich 21.04.2021 – Gelegenheit zur Stellungnahme oder zur Erhebung von Einwendungen bei der Struktur- und Genehmigungsdirektion Nord oder den oben genannten Gemeinde-, Stadt-, und Verbandsgemeindeverwaltungen gegeben. (446, 597, 804, 840)
municipality-item: • Kreisfreie Stadt Neustadt an der Weinstraße (849, 1072, 1064, 1085)
office-block (446, 52, 804, 116)
municipality-item: o Verbandsgemeinde Bellheim: Ortsgemeinde Bellheim (858, 1148, 1118, 1161)
measure-subitem (849, 332, 1199, 358)
subitem-text: Demontage der Masten Nr. 176A und Nr. 177 als notwendige Folgemaßnahme. (867, 832, 1199, 858)
office-detail: Öffnungszeiten: Di., Mi. und Fr. 8:00 bis 12:00 Uhr, (112, 678, 350, 691)
subitem-letter: b. (459, 1499, 468, 1512)
office-detail: Am Rathausplatz 1 (186, 1556, 276, 1569)
office-detail: Raum-Nr. 208 (198, 862, 264, 876)
municipality-item: o Verbandsfreie Gemeinde Bobenheim-Roxheim (858, 1275, 1087, 1288)
office-name: Verbandsgemeindeverwaltung Hagenbach (518, 52, 732, 65)
subitem-text: Umbeseilung eines 220-kV-Stromkreises auf Traverse III von 2er-Bündelleitern auf 4er-Bündelleiter im Abschnitt von Mast Nr. 12 bis Mast Nr. 21A (Länge 3,5 km), (476, 1568, 804, 1606)
office-detail: Auslegung im Foyer im Erdgeschoss (144, 1581, 318, 1594)
office-detail: Eine vorherige telefonische Anmeldung unter 0621 / 504-2060 ist erforderlich. (78, 1102, 384, 1128)
paragraph: Satz 4 VwVfG). Beim Erörterungstermin ist die Vertretung durch einen Bevollmächtigten möglich. Die Bevollmächtigung ist durch eine schriftliche Vollmacht nachzuweisen, die zu den Akten der Anhörungsbehörde zu geben ist. Bei Ausbleiben eines Beteiligten im Erörterungstermin kann auch ohne ihn verhandelt werden. Das Anhörungsverfahren ist mit Abschluss des Erörterungstermins beendet. Der Erörterungstermin ist nicht öffentlich. (1214, 52, 1596, 128)
office-detail: Informationsbüro im Erdgeschoss (152, 1009, 310, 1022)
measure-subitem (849, 832, 1199, 857)
place-date: Koblenz, den 11.01.2021 (1214, 1381, 1332, 1394)
subitem-letter: b. (849, 536, 859, 549)
paragraph: Das Vorhaben befindet sich auf dem Gebiet folgender Kommunen: (837, 1031, 1151, 1044)
